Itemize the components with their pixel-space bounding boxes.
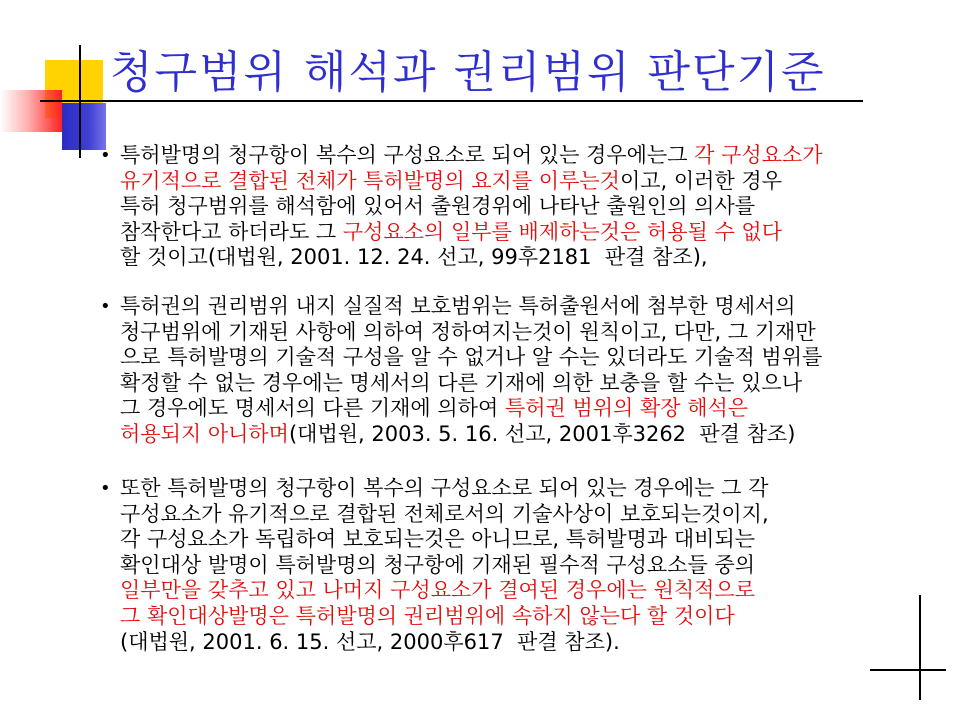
paragraph-3-line-6 — [100, 604, 920, 630]
body-text: 확인대상 발명이 특허발명의 청구항에 기재된 필수적 구성요소들 중의 — [120, 552, 756, 577]
bullet-paragraph-1 — [100, 143, 920, 271]
body-text: 이고, 이러한 경우 — [619, 168, 782, 193]
body-text: 확정할 수 없는 경우에는 명세서의 다른 기재에 의한 보충을 할 수는 있으나 — [120, 370, 803, 395]
highlighted-text: 허용되지 아니하며 — [120, 421, 289, 446]
highlighted-text: 특허권 범위의 확장 해석은 — [504, 396, 749, 421]
paragraph-3-line-5 — [100, 578, 920, 604]
body-text: (대법원, 2003. 5. 16. 선고, 2001후3262 판결 참조) — [288, 421, 796, 446]
bullet-marker: • — [100, 145, 111, 166]
body-text: 특허발명의 청구항이 복수의 구성요소로 되어 있는 경우에는그 — [120, 143, 695, 167]
paragraph-2-line-6 — [100, 422, 920, 448]
body-text: 특허권의 권리범위 내지 실질적 보호범위는 특허출원서에 첨부한 명세서의 — [120, 294, 796, 318]
body-text: 참작한다고 하더라도 그 — [120, 219, 343, 244]
paragraph-2-line-3 — [100, 345, 920, 371]
paragraph-2-line-5 — [100, 396, 920, 422]
paragraph-2-line-2 — [100, 320, 920, 346]
paragraph-3-line-4 — [100, 553, 920, 579]
slide-title: 청구범위 해석과 권리범위 판단기준 — [110, 47, 826, 98]
bullet-marker: • — [100, 296, 111, 317]
body-text: 으로 특허발명의 기술적 구성을 알 수 없거나 알 수는 있더라도 기술적 범위를 — [120, 345, 823, 370]
body-text: 또한 특허발명의 청구항이 복수의 구성요소로 되어 있는 경우에는 그 각 — [120, 476, 769, 500]
paragraph-2-line-1 — [100, 294, 920, 320]
highlighted-text: 그 확인대상발명은 특허발명의 권리범위에 속하지 않는다 할 것이다 — [120, 603, 735, 628]
highlighted-text: 유기적으로 결합된 전체가 특허발명의 요지를 이루는것 — [120, 168, 620, 193]
bullet-paragraph-2 — [100, 294, 920, 448]
paragraph-3-line-1 — [100, 476, 920, 502]
accent-gradient-red — [0, 90, 62, 132]
paragraph-1-line-1 — [100, 143, 920, 169]
paragraph-3-line-3 — [100, 527, 920, 553]
body-text: 청구범위에 기재된 사항에 의하여 정하여지는것이 원칙이고, 다만, 그 기재만 — [120, 319, 816, 344]
corner-horizontal-rule — [870, 669, 946, 671]
paragraph-3-line-2 — [100, 502, 920, 528]
paragraph-1-line-3 — [100, 194, 920, 220]
paragraph-2-line-4 — [100, 371, 920, 397]
highlighted-text: 구성요소의 일부를 배제하는것은 허용될 수 없다 — [342, 219, 782, 244]
paragraph-1-line-2 — [100, 169, 920, 195]
paragraph-1-line-5 — [100, 245, 920, 271]
body-text: (대법원, 2001. 6. 15. 선고, 2000후617 판결 참조). — [120, 629, 620, 654]
body-text: 각 구성요소가 독립하여 보호되는것은 아니므로, 특허발명과 대비되는 — [120, 527, 756, 552]
paragraph-3-line-7 — [100, 630, 920, 656]
paragraph-1-line-4 — [100, 220, 920, 246]
body-text: 구성요소가 유기적으로 결합된 전체로서의 기술사상이 보호되는것이지, — [120, 501, 769, 526]
highlighted-text: 일부만을 갖추고 있고 나머지 구성요소가 결여된 경우에는 원칙적으로 — [120, 578, 756, 603]
title-underline-rule — [40, 100, 863, 102]
body-text: 할 것이고(대법원, 2001. 12. 24. 선고, 99후2181 판결 참조), — [120, 245, 708, 270]
body-text: 그 경우에도 명세서의 다른 기재에 의하여 — [120, 396, 505, 421]
bullet-paragraph-3 — [100, 476, 920, 655]
body-text: 특허 청구범위를 해석함에 있어서 출원경위에 나타난 출원인의 의사를 — [120, 194, 756, 219]
highlighted-text: 각 구성요소가 — [694, 143, 823, 167]
bullet-marker: • — [100, 478, 111, 499]
